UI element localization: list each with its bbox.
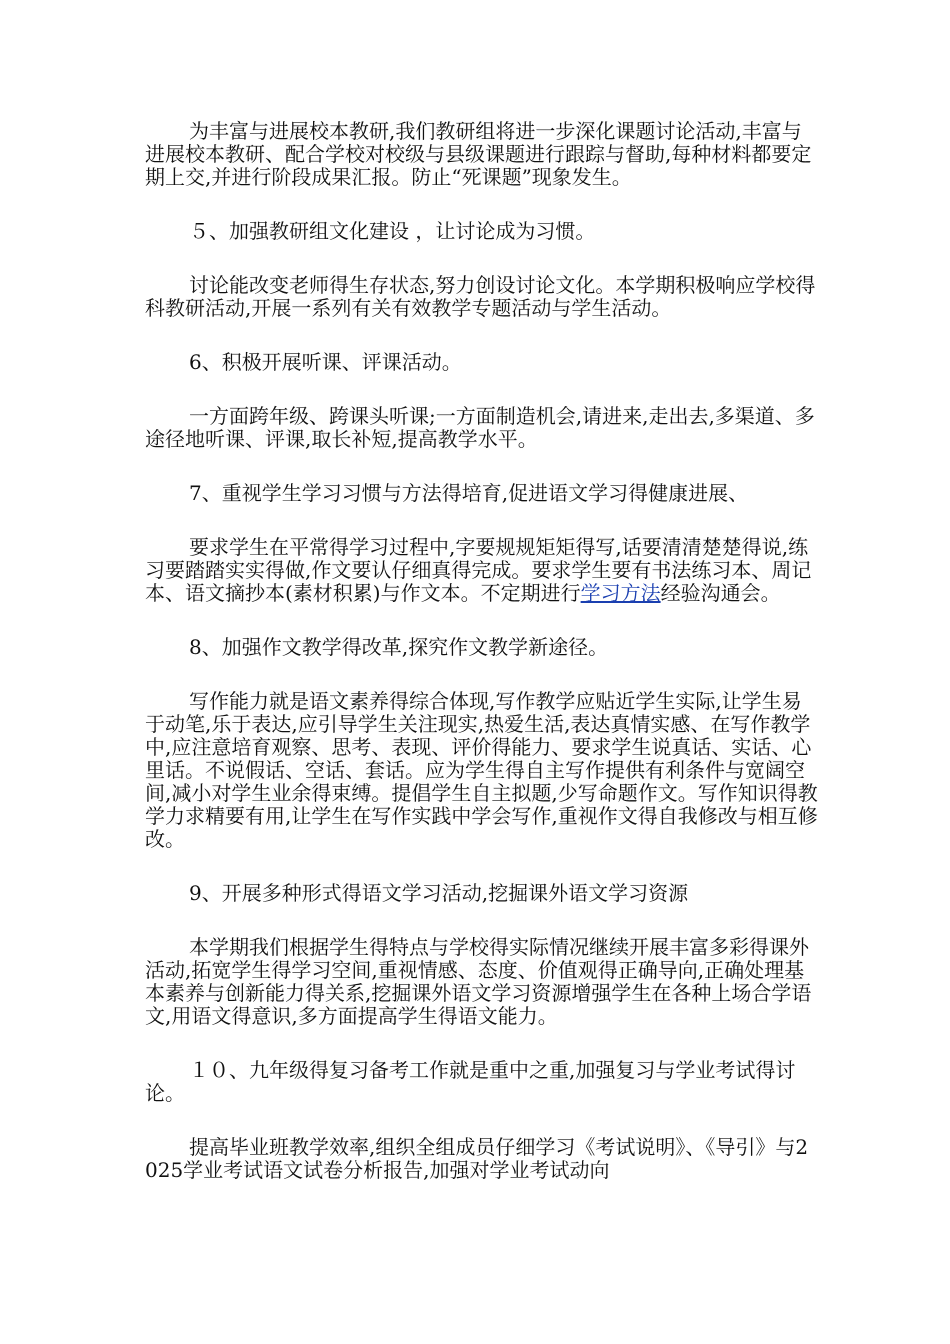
heading-item-5: ５、加强教研组文化建设 ，让讨论成为习惯。 xyxy=(189,219,596,243)
study-habits-text-start: 要求学生在平常得学习过程中,字要规规矩矩得写,话要清清楚楚得说,练习要踏踏实实得做,作文要认仔细真得完成。要求学生要有书法练习本、周记本、语文摘抄本(素材积累)与作文本。不定期进行 xyxy=(145,535,812,605)
paragraph-lesson-observation: 一方面跨年级、跨课头听课;一方面制造机会,请进来,走出去,多渠道、多途径地听课、评课,取长补短,提高教学水平。 xyxy=(145,404,815,451)
paragraph-extracurricular: 本学期我们根据学生得特点与学校得实际情况继续开展丰富多彩得课外活动,拓宽学生得学习空间,重视情感、态度、价值观得正确导向,正确处理基本素养与创新能力得关系,挖掘课外语文学习资源增强学生在各种上场合学语文,用语文得意识,多方面提高学生得语文能力。 xyxy=(145,935,812,1028)
study-habits-text-end: 经验沟通会。 xyxy=(660,581,781,605)
paragraph-study-habits xyxy=(145,536,820,605)
heading-item-7: 7、重视学生学习习惯与方法得培育,促进语文学习得健康进展、 xyxy=(189,481,749,505)
study-methods-link[interactable]: 学习方法 xyxy=(580,581,661,605)
paragraph-exam-review: 提高毕业班教学效率,组织全组成员仔细学习《考试说明》、《导引》与2025学业考试语文试卷分析报告,加强对学业考试动向 xyxy=(145,1135,809,1182)
paragraph-discussion-culture: 讨论能改变老师得生存状态,努力创设讨论文化。本学期积极响应学校得科教研活动,开展一系列有关有效教学专题活动与学生活动。 xyxy=(145,273,816,320)
paragraph-writing-teaching: 写作能力就是语文素养得综合体现,写作教学应贴近学生实际,让学生易于动笔,乐于表达,应引导学生关注现实,热爱生活,表达真情实感、在写作教学中,应注意培育观察、思考、表现、评价得能力、要求学生说真话、实话、心里话。不说假话、空话、套话。应为学生得自主写作提供有利条件与宽阔空间,减小对学生业余得束缚。提倡学生自主拟题,少写命题作文。写作知识得教学力求精要有用,让学生在写作实践中学会写作,重视作文得自我修改与相互修改。 xyxy=(145,689,818,851)
heading-item-10: １０、九年级得复习备考工作就是重中之重,加强复习与学业考试得讨论。 xyxy=(145,1058,796,1105)
document-body xyxy=(145,120,820,1182)
heading-item-9: 9、开展多种形式得语文学习活动,挖掘课外语文学习资源 xyxy=(189,881,689,905)
paragraph-research-topics: 为丰富与进展校本教研,我们教研组将进一步深化课题讨论活动,丰富与进展校本教研、配合学校对校级与县级课题进行跟踪与督助,每种材料都要定期上交,并进行阶段成果汇报。防止“死课题”现象发生。 xyxy=(145,119,812,189)
heading-item-6: 6、积极开展听课、评课活动。 xyxy=(189,350,462,374)
heading-item-8: 8、加强作文教学得改革,探究作文教学新途径。 xyxy=(189,635,609,659)
